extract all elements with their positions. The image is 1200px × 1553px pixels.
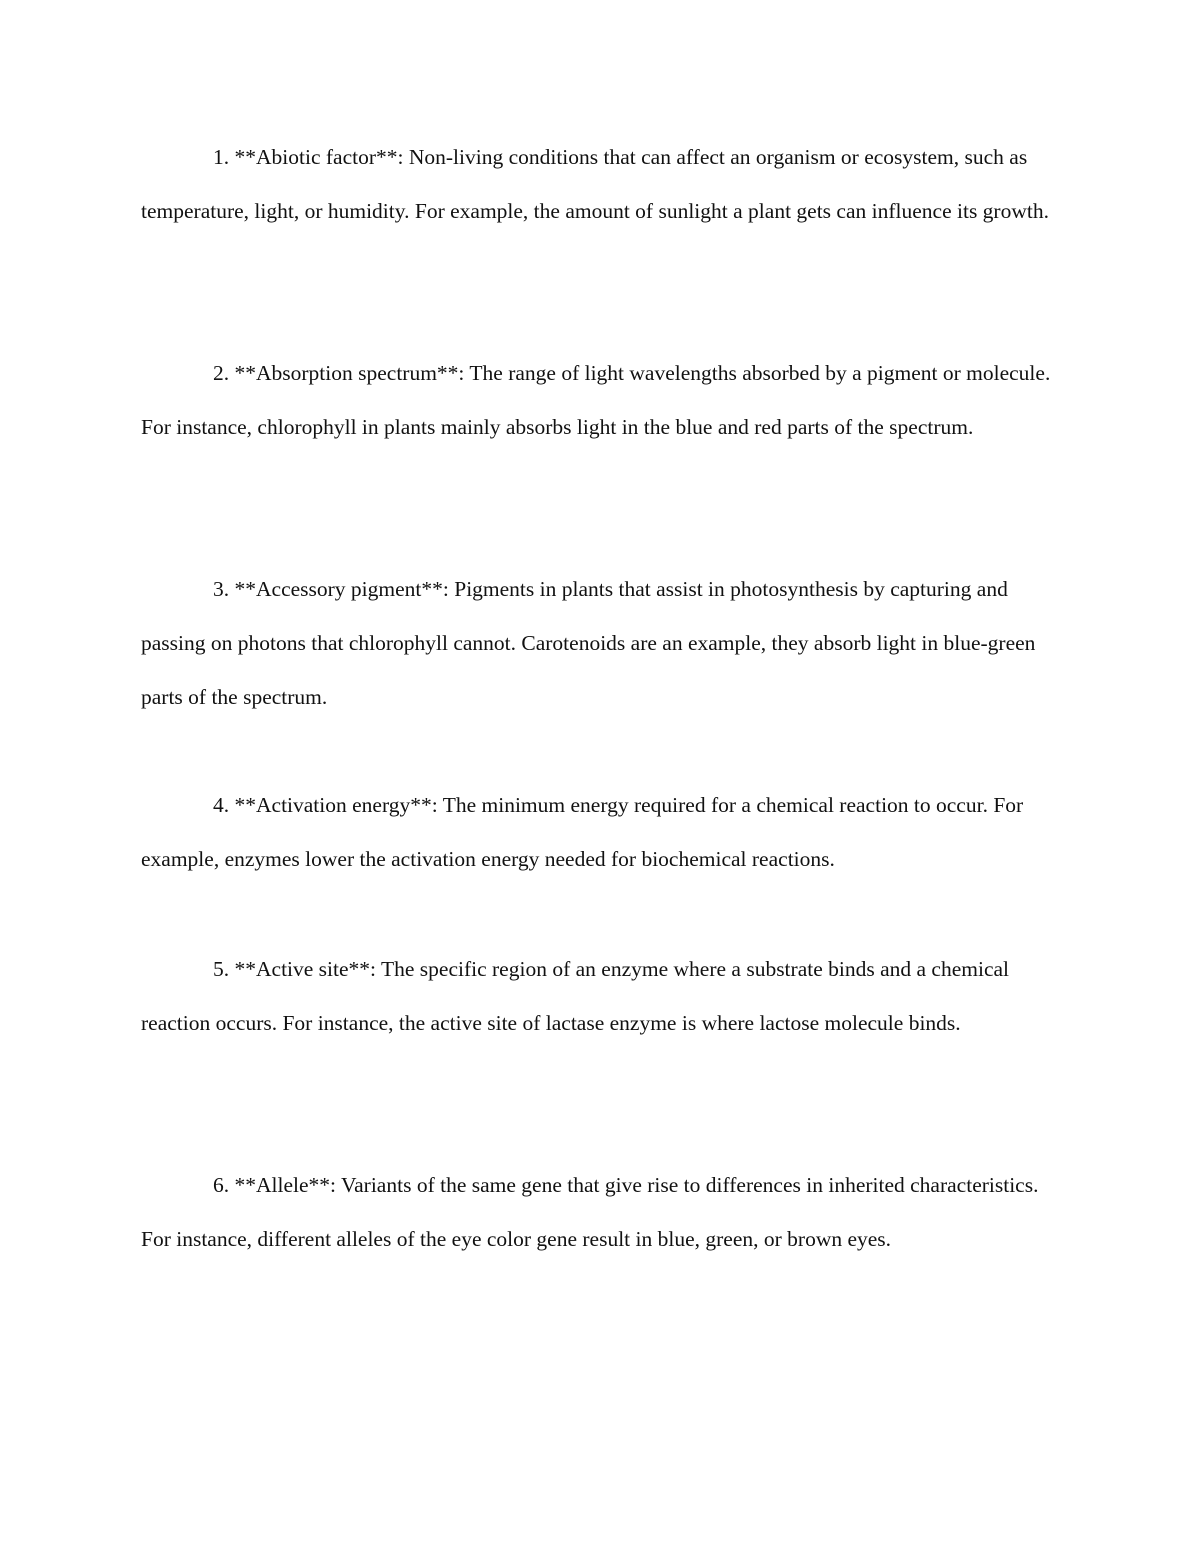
glossary-entry-activation-energy: 4. **Activation energy**: The minimum energy required for a chemical reaction to occur. For example, enzymes lower the activation energy needed for biochemical reactions. xyxy=(141,793,1024,871)
glossary-entry-absorption-spectrum: 2. **Absorption spectrum**: The range of light wavelengths absorbed by a pigment or molecule. For instance, chlorophyll in plants mainly absorbs light in the blue and red parts of the spectrum. xyxy=(141,361,1051,439)
glossary-entry-abiotic-factor: 1. **Abiotic factor**: Non-living conditions that can affect an organism or ecosystem, such as temperature, light, or humidity. For example, the amount of sunlight a plant gets can influence its growth. xyxy=(141,145,1049,223)
glossary-entry-accessory-pigment: 3. **Accessory pigment**: Pigments in plants that assist in photosynthesis by capturing and passing on photons that chlorophyll cannot. Carotenoids are an example, they absorb light in blue-green parts of the spectrum. xyxy=(141,577,1036,709)
glossary-entry-active-site: 5. **Active site**: The specific region of an enzyme where a substrate binds and a chemical reaction occurs. For instance, the active site of lactase enzyme is where lactose molecule binds. xyxy=(141,957,1010,1035)
glossary-entry-allele: 6. **Allele**: Variants of the same gene that give rise to differences in inherited characteristics. For instance, different alleles of the eye color gene result in blue, green, or brown eyes. xyxy=(141,1173,1039,1251)
